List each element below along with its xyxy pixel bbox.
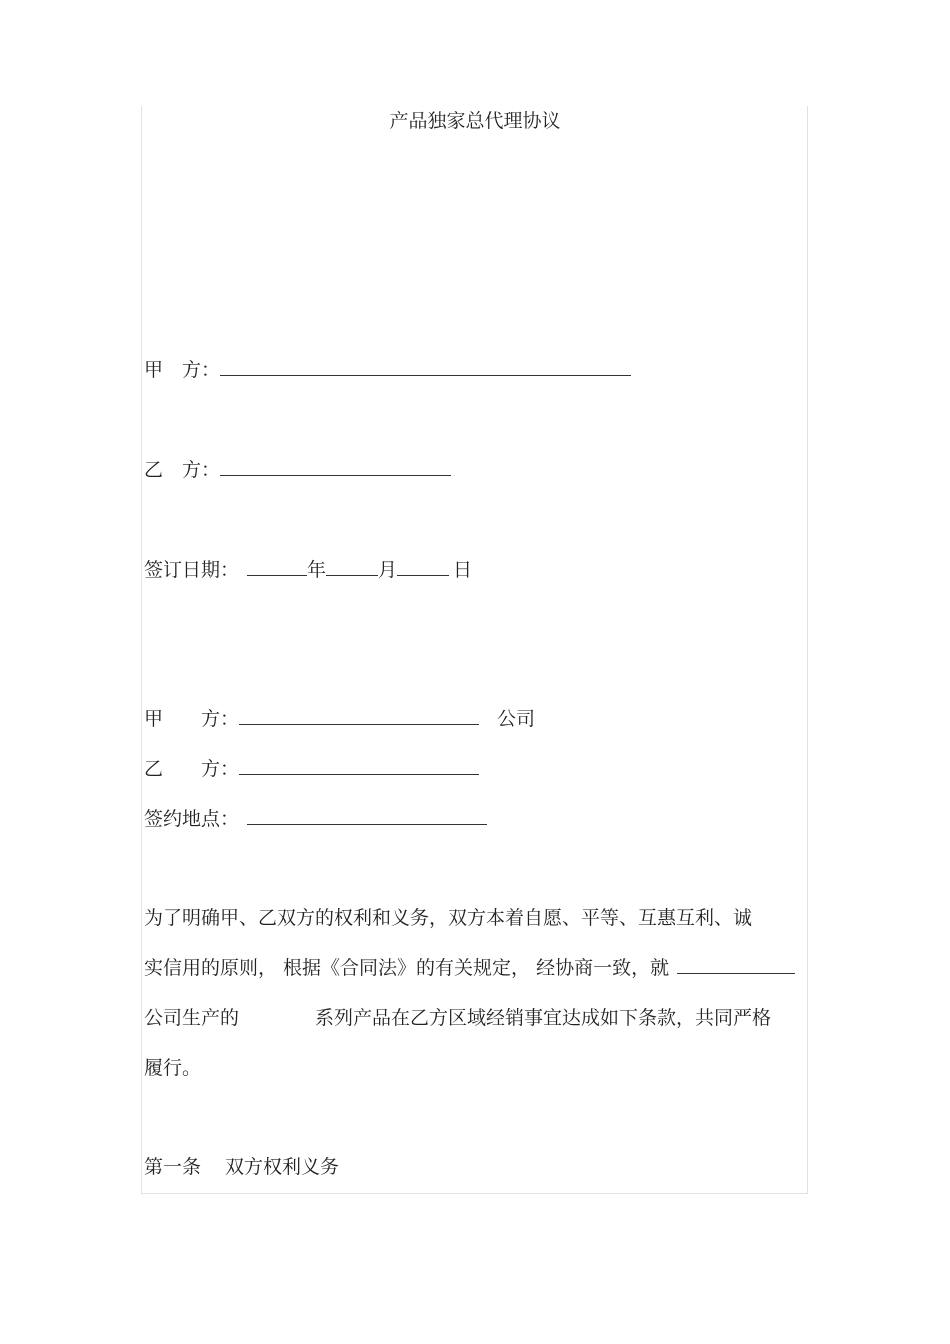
preamble-line-4: 履行。 <box>144 1057 202 1079</box>
article-1-title: 双方权利义务 <box>225 1156 340 1178</box>
party-a-blank[interactable] <box>239 706 479 725</box>
preamble-line-3 <box>144 1005 771 1031</box>
document-title: 产品独家总代理协议 <box>389 110 561 132</box>
cover-party-a-label: 甲 方： <box>144 359 221 381</box>
party-a-line <box>144 706 535 732</box>
cover-party-a-line <box>144 357 631 383</box>
manufacturer-blank[interactable] <box>677 955 795 974</box>
cover-party-a-blank[interactable] <box>220 357 631 376</box>
sign-place-line <box>144 806 487 832</box>
sign-year-blank[interactable] <box>247 557 307 576</box>
sign-date-line <box>144 557 472 583</box>
party-a-suffix: 公司 <box>497 708 536 730</box>
year-label: 年 <box>307 559 327 581</box>
sign-date-label: 签订日期： <box>144 559 240 581</box>
cover-party-b-blank[interactable] <box>220 457 451 476</box>
party-a-label: 甲 方： <box>144 708 240 730</box>
sign-place-blank[interactable] <box>247 806 487 825</box>
cover-party-b-line <box>144 457 451 483</box>
party-b-line <box>144 756 479 782</box>
cover-party-b-label: 乙 方： <box>144 459 221 481</box>
preamble-line-3a: 公司生产的 <box>144 1007 240 1029</box>
preamble-line-1: 为了明确甲、乙双方的权利和义务，双方本着自愿、平等、互惠互利、诚 <box>144 907 753 929</box>
preamble-line-2-text: 实信用的原则， 根据《合同法》的有关规定， 经协商一致，就 <box>144 957 670 979</box>
sign-month-blank[interactable] <box>326 557 378 576</box>
month-label: 月 <box>378 559 398 581</box>
party-b-label: 乙 方： <box>144 758 240 780</box>
sign-day-blank[interactable] <box>397 557 449 576</box>
sign-place-label: 签约地点： <box>144 808 240 830</box>
preamble-line-2 <box>144 955 795 981</box>
day-label: 日 <box>453 559 473 581</box>
article-1-heading <box>144 1154 339 1180</box>
party-b-blank[interactable] <box>239 756 479 775</box>
preamble-line-3b: 系列产品在乙方区域经销事宜达成如下条款，共同严格 <box>315 1007 772 1029</box>
article-1-number: 第一条 <box>144 1156 202 1178</box>
